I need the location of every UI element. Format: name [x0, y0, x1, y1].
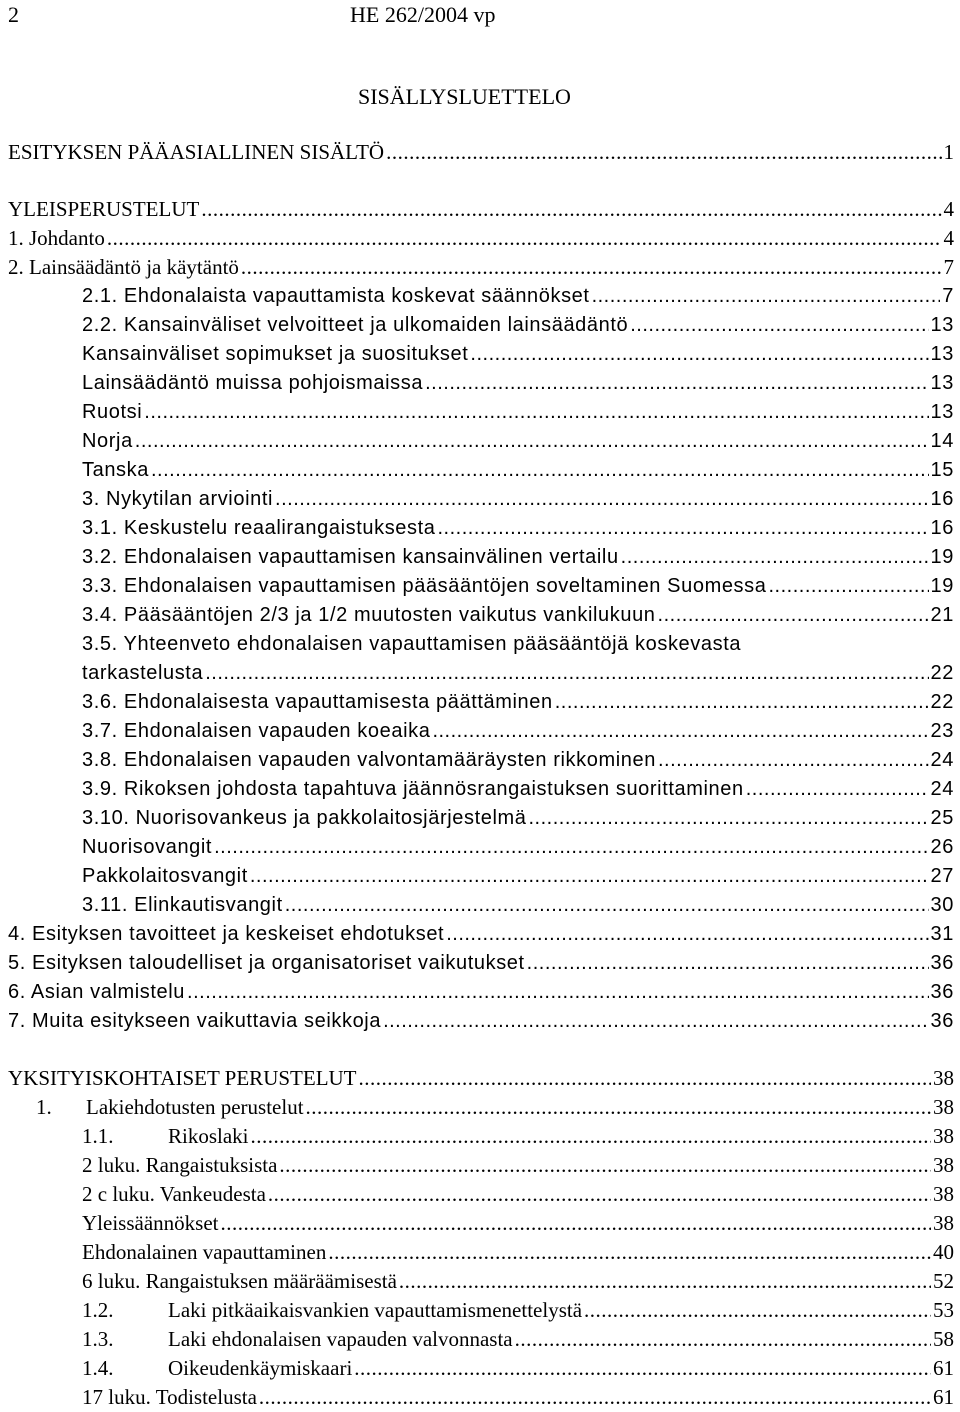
toc-entry-page: 31 — [930, 923, 954, 945]
toc-entry-page: 26 — [930, 836, 954, 858]
toc-title: SISÄLLYSLUETTELO — [358, 84, 571, 109]
toc-dot-leader — [399, 1267, 931, 1296]
toc-entry[interactable] — [82, 630, 954, 659]
toc-entry[interactable] — [8, 138, 954, 167]
toc-dot-leader — [446, 920, 928, 949]
toc-dot-leader — [187, 978, 929, 1007]
toc-entry[interactable] — [82, 398, 954, 427]
toc-entry[interactable] — [82, 427, 954, 456]
toc-entry[interactable] — [8, 195, 954, 224]
toc-entry-label: 5. Esityksen taloudelliset ja organisatoriset vaikutukset — [8, 952, 525, 974]
toc-entry-label: 3.6. Ehdonalaisesta vapauttamisesta päättäminen — [82, 691, 553, 713]
toc-entry-page: 14 — [930, 430, 954, 452]
toc-entry[interactable] — [82, 775, 954, 804]
toc-entry-page: 19 — [930, 546, 954, 568]
toc-entry-label: Lainsäädäntö muissa pohjoismaissa — [82, 372, 424, 394]
toc-dot-leader — [359, 1064, 931, 1093]
toc-entry-page: 38 — [933, 1066, 954, 1090]
toc-dot-leader — [259, 1383, 931, 1412]
toc-dot-leader — [425, 369, 928, 398]
toc-entry-label: ESITYKSEN PÄÄASIALLINEN SISÄLTÖ — [8, 140, 385, 164]
toc-entry-label: 2.1. Ehdonalaista vapauttamista koskevat säännökset — [82, 285, 590, 307]
toc-entry-label: YKSITYISKOHTAISET PERUSTELUT — [8, 1066, 357, 1090]
toc-entry[interactable] — [82, 543, 954, 572]
toc-entry-label: 17 luku. Todistelusta — [82, 1385, 257, 1409]
toc-entry-label: Rikoslaki — [168, 1124, 249, 1148]
document-id: HE 262/2004 vp — [350, 2, 496, 27]
toc-entry-page: 24 — [930, 778, 954, 800]
toc-entry-label: Kansainväliset sopimukset ja suositukset — [82, 343, 469, 365]
toc-entry-label: 3.1. Keskustelu reaalirangaistuksesta — [82, 517, 436, 539]
toc-entry-label: 2 c luku. Vankeudesta — [82, 1182, 266, 1206]
toc-entry-number: 1. — [36, 1095, 52, 1119]
toc-dot-leader — [383, 1007, 928, 1036]
toc-entry[interactable] — [82, 1122, 954, 1151]
toc-entry-label: 3.7. Ehdonalaisen vapauden koeaika — [82, 720, 431, 742]
toc-dot-leader — [621, 543, 929, 572]
toc-entry-page: 36 — [930, 1010, 954, 1032]
toc-entry[interactable] — [82, 1383, 954, 1412]
toc-dot-leader — [746, 775, 929, 804]
toc-entry-page: 22 — [930, 662, 954, 684]
toc-entry-label: Oikeudenkäymiskaari — [168, 1356, 353, 1380]
toc-entry-label: tarkastelusta — [82, 662, 204, 684]
toc-dot-leader — [279, 1151, 931, 1180]
toc-dot-leader — [241, 253, 942, 282]
toc-dot-leader — [470, 340, 928, 369]
toc-dot-leader — [251, 1122, 931, 1151]
toc-entry[interactable] — [82, 862, 954, 891]
toc-entry-page: 38 — [933, 1124, 954, 1148]
toc-entry[interactable] — [8, 978, 954, 1007]
toc-entry[interactable] — [82, 282, 954, 311]
toc-entry[interactable] — [82, 833, 954, 862]
toc-entry-label: 7. Muita esitykseen vaikuttavia seikkoja — [8, 1010, 382, 1032]
toc-entry-page: 16 — [930, 488, 954, 510]
toc-entry-page: 38 — [933, 1211, 954, 1235]
toc-entry[interactable] — [82, 311, 954, 340]
toc-entry-label: 3.3. Ehdonalaisen vapauttamisen pääsääntöjen soveltaminen Suomessa — [82, 575, 767, 597]
toc-dot-leader — [768, 572, 928, 601]
toc-entry[interactable] — [36, 1093, 954, 1122]
toc-entry[interactable] — [8, 920, 954, 949]
toc-dot-leader — [555, 688, 929, 717]
toc-dot-leader — [527, 949, 929, 978]
toc-entry-label: 3.8. Ehdonalaisen vapauden valvontamääräysten rikkominen — [82, 749, 656, 771]
toc-dot-leader — [432, 717, 928, 746]
toc-entry[interactable] — [8, 1007, 954, 1036]
toc-entry-page: 13 — [930, 401, 954, 423]
toc-entry-label: 6 luku. Rangaistuksen määräämisestä — [82, 1269, 397, 1293]
toc-dot-leader — [592, 282, 941, 311]
toc-dot-leader — [515, 1325, 931, 1354]
toc-entry[interactable] — [82, 369, 954, 398]
toc-dot-leader — [328, 1238, 931, 1267]
toc-entry-page: 13 — [930, 314, 954, 336]
toc-entry-label: 2. Lainsäädäntö ja käytäntö — [8, 255, 239, 279]
toc-entry-page: 7 — [943, 255, 954, 279]
toc-entry[interactable] — [82, 717, 954, 746]
toc-entry[interactable] — [82, 1267, 954, 1296]
toc-entry[interactable] — [82, 1354, 954, 1383]
toc-entry-page: 38 — [933, 1095, 954, 1119]
toc-entry-label: YLEISPERUSTELUT — [8, 197, 200, 221]
toc-entry[interactable] — [82, 340, 954, 369]
toc-entry-label: Tanska — [82, 459, 149, 481]
toc-entry[interactable] — [82, 1151, 954, 1180]
toc-entry[interactable] — [82, 659, 954, 688]
toc-entry-label: Ehdonalainen vapauttaminen — [82, 1240, 327, 1264]
toc-entry-number: 1.4. — [82, 1356, 114, 1380]
toc-entry-label: 1. Johdanto — [8, 226, 105, 250]
toc-entry-label: Norja — [82, 430, 133, 452]
toc-entry-page: 24 — [930, 749, 954, 771]
toc-entry-page: 36 — [930, 981, 954, 1003]
toc-entry[interactable] — [82, 1209, 954, 1238]
toc-entry-label: 6. Asian valmistelu — [8, 981, 186, 1003]
toc-entry-label: Laki ehdonalaisen vapauden valvonnasta — [168, 1327, 513, 1351]
toc-dot-leader — [135, 427, 929, 456]
toc-entry-label: Lakiehdotusten perustelut — [86, 1095, 304, 1119]
toc-dot-leader — [386, 138, 941, 167]
toc-dot-leader — [201, 195, 941, 224]
toc-entry-page: 58 — [933, 1327, 954, 1351]
toc-entry[interactable] — [82, 891, 954, 920]
toc-dot-leader — [214, 833, 928, 862]
toc-entry-page: 7 — [942, 285, 954, 307]
toc-dot-leader — [285, 891, 929, 920]
toc-entry-number: 1.1. — [82, 1124, 114, 1148]
toc-entry-page: 21 — [930, 604, 954, 626]
toc-dot-leader — [528, 804, 928, 833]
toc-entry[interactable] — [82, 1296, 954, 1325]
toc-dot-leader — [205, 659, 928, 688]
toc-entry[interactable] — [8, 253, 954, 282]
toc-entry[interactable] — [82, 1238, 954, 1267]
toc-entry[interactable] — [82, 804, 954, 833]
toc-entry-page: 40 — [933, 1240, 954, 1264]
toc-entry-page: 4 — [943, 226, 954, 250]
toc-entry[interactable] — [82, 746, 954, 775]
toc-entry-page: 36 — [930, 952, 954, 974]
toc-entry-page: 13 — [930, 343, 954, 365]
toc-entry[interactable] — [8, 1064, 954, 1093]
toc-entry-label: 3.9. Rikoksen johdosta tapahtuva jäännösrangaistuksen suorittaminen — [82, 778, 744, 800]
toc-entry-page: 22 — [930, 691, 954, 713]
toc-entry-page: 1 — [943, 140, 954, 164]
toc-entry-page: 27 — [930, 865, 954, 887]
toc-entry-page: 19 — [930, 575, 954, 597]
toc-entry-label: Nuorisovangit — [82, 836, 213, 858]
toc-entry-page: 13 — [930, 372, 954, 394]
toc-entry-label: 3.4. Pääsääntöjen 2/3 ja 1/2 muutosten vaikutus vankilukuun — [82, 604, 656, 626]
toc-entry[interactable] — [82, 572, 954, 601]
toc-dot-leader — [151, 456, 929, 485]
toc-entry-label: 2.2. Kansainväliset velvoitteet ja ulkomaiden lainsäädäntö — [82, 314, 629, 336]
toc-entry-label: 3.11. Elinkautisvangit — [82, 894, 283, 916]
toc-entry[interactable] — [82, 456, 954, 485]
toc-entry-label: 4. Esityksen tavoitteet ja keskeiset ehdotukset — [8, 923, 445, 945]
toc-dot-leader — [220, 1209, 931, 1238]
toc-dot-leader — [658, 746, 929, 775]
toc-entry-label: 2 luku. Rangaistuksista — [82, 1153, 278, 1177]
toc-entry-label: 3.10. Nuorisovankeus ja pakkolaitosjärjestelmä — [82, 807, 527, 829]
toc-dot-leader — [107, 224, 942, 253]
toc-dot-leader — [250, 862, 929, 891]
toc-entry-page: 61 — [933, 1385, 954, 1409]
toc-entry-page: 61 — [933, 1356, 954, 1380]
toc-entry[interactable] — [82, 601, 954, 630]
toc-entry[interactable] — [8, 949, 954, 978]
toc-entry[interactable] — [82, 688, 954, 717]
toc-entry-page: 38 — [933, 1182, 954, 1206]
toc-dot-leader — [275, 485, 929, 514]
toc-entry-page: 23 — [930, 720, 954, 742]
toc-entry[interactable] — [82, 1180, 954, 1209]
toc-entry-page: 53 — [933, 1298, 954, 1322]
toc-entry-label: 3. Nykytilan arviointi — [82, 488, 274, 510]
toc-entry-label: Pakkolaitosvangit — [82, 865, 248, 887]
toc-entry-page: 38 — [933, 1153, 954, 1177]
toc-dot-leader — [268, 1180, 931, 1209]
toc-entry[interactable] — [82, 485, 954, 514]
toc-dot-leader — [354, 1354, 931, 1383]
toc-entry-page: 25 — [930, 807, 954, 829]
toc-dot-leader — [584, 1296, 931, 1325]
toc-entry-page: 52 — [933, 1269, 954, 1293]
toc-entry-page: 4 — [943, 197, 954, 221]
toc-entry-label: Laki pitkäaikaisvankien vapauttamismenettelystä — [168, 1298, 583, 1322]
page-number: 2 — [8, 2, 19, 27]
toc-entry-number: 1.2. — [82, 1298, 114, 1322]
toc-dot-leader — [306, 1093, 931, 1122]
toc-entry-label: 3.2. Ehdonalaisen vapauttamisen kansainvälinen vertailu — [82, 546, 619, 568]
toc-entry-label: 3.5. Yhteenveto ehdonalaisen vapauttamisen pääsääntöjä koskevasta — [82, 633, 742, 655]
toc-entry[interactable] — [8, 224, 954, 253]
toc-entry-label: Ruotsi — [82, 401, 143, 423]
toc-entry-page: 16 — [930, 517, 954, 539]
toc-dot-leader — [658, 601, 929, 630]
toc-dot-leader — [144, 398, 928, 427]
toc-entry-page: 15 — [930, 459, 954, 481]
toc-entry-page: 30 — [930, 894, 954, 916]
toc-entry[interactable] — [82, 514, 954, 543]
toc-entry-label: Yleissäännökset — [82, 1211, 219, 1235]
toc-entry[interactable] — [82, 1325, 954, 1354]
toc-dot-leader — [438, 514, 929, 543]
toc-dot-leader — [630, 311, 928, 340]
toc-entry-number: 1.3. — [82, 1327, 114, 1351]
